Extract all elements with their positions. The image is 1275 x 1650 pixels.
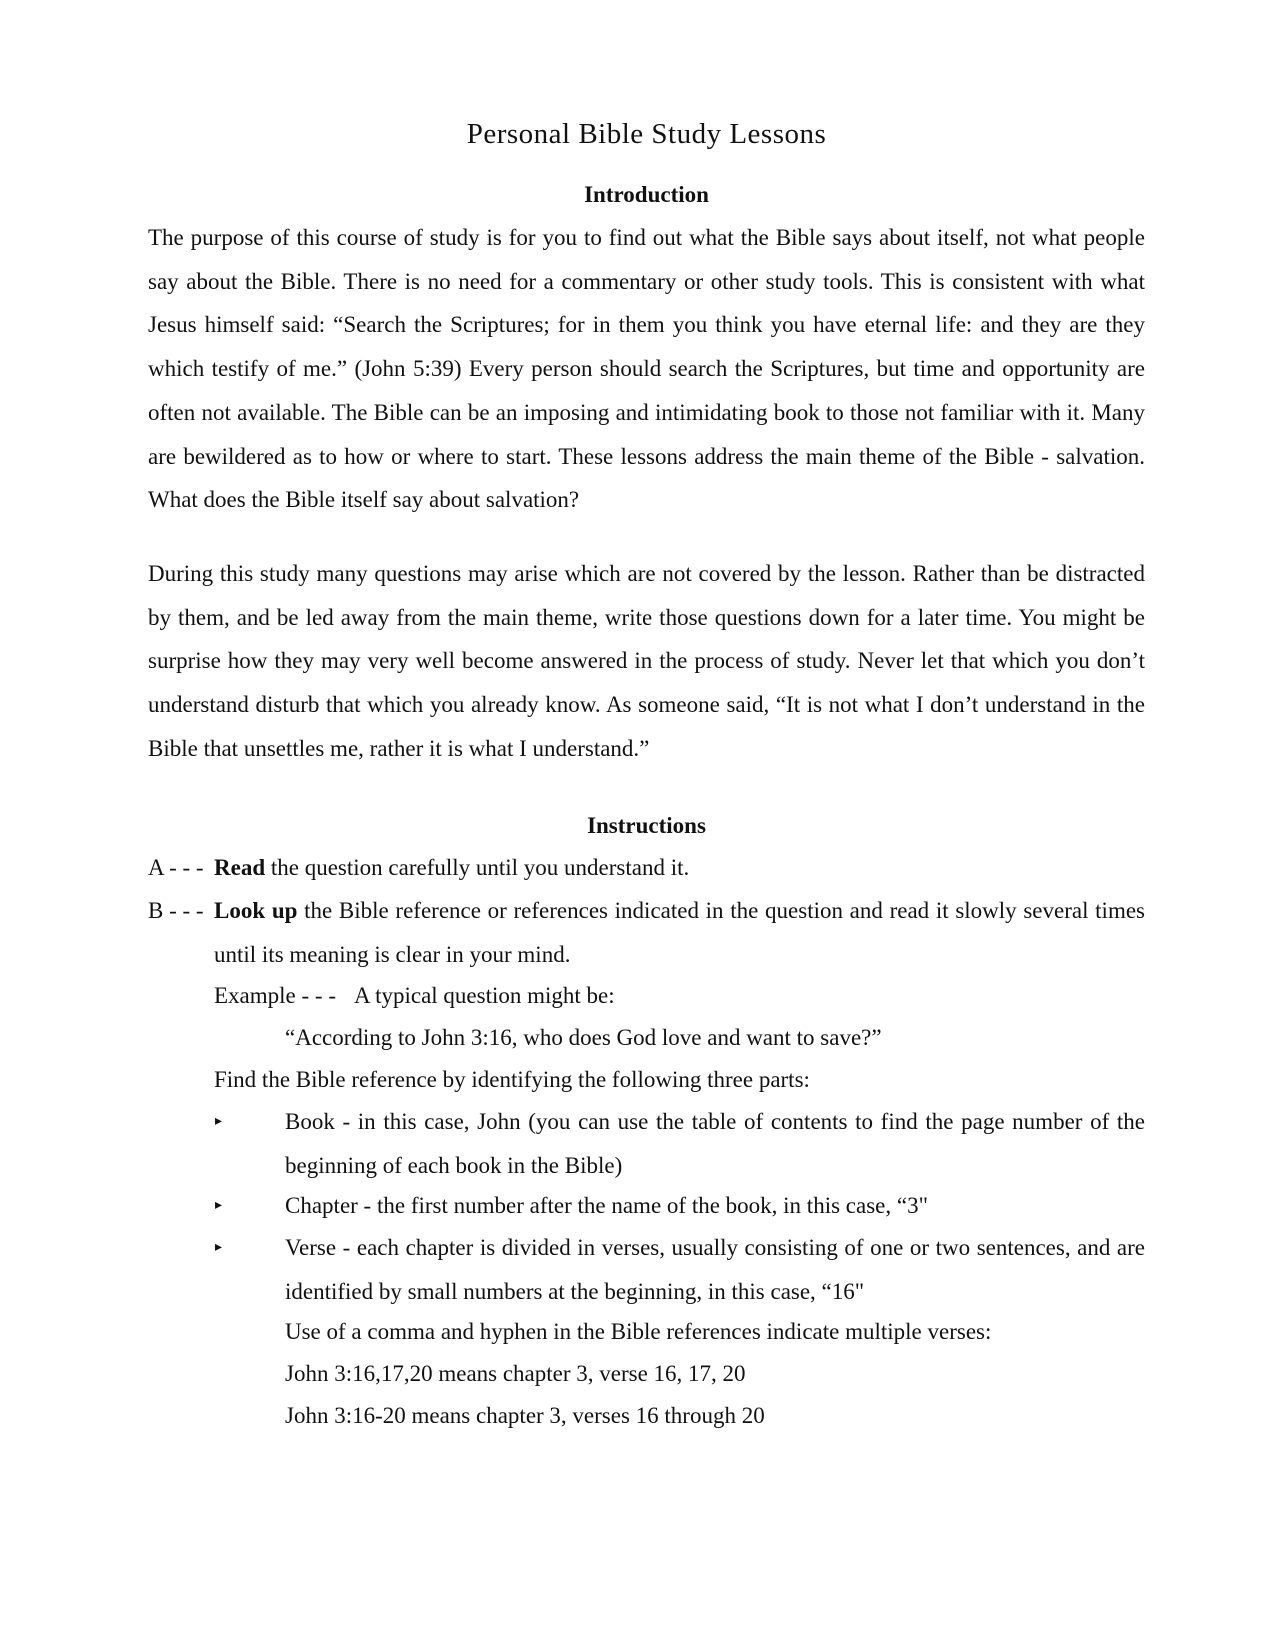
bullet-book: Book - in this case, John (you can use the table of contents to find the page number of the beginning of each book in the Bible) [285, 1109, 1145, 1178]
example-question: “According to John 3:16, who does God love and want to save?” [285, 1025, 882, 1050]
bullet-icon: ▸ [215, 1198, 223, 1213]
bullet-chapter: Chapter - the first number after the name of the book, in this case, “3" [285, 1193, 928, 1218]
introduction-paragraph-1: The purpose of this course of study is for you to find out what the Bible says about itself, not what people say about the Bible. There is no need for a commentary or other study tools. This is consistent with what Jesus himself said: “Search the Scriptures; for in them you think you have eternal life: and they are they which testify of me.” (John 5:39) Every person should search the Scriptures, but time and opportunity are often not available. The Bible can be an imposing and intimidating book to those not familiar with it. Many are bewildered as to how or where to start. These lessons address the main theme of the Bible - salvation. What does the Bible itself say about salvation? [148, 225, 1145, 513]
introduction-paragraph-2: During this study many questions may arise which are not covered by the lesson. Rather than be distracted by them, and be led away from the main theme, write those questions down for a later time. You might be surprise how they may very well become answered in the process of study. Never let that which you don’t understand disturb that which you already know. As someone said, “It is not what I don’t understand in the Bible that unsettles me, rather it is what I understand.” [148, 561, 1145, 761]
bullet-icon: ▸ [215, 1240, 223, 1255]
document-title: Personal Bible Study Lessons [466, 118, 827, 150]
instruction-a-rest: the question carefully until you understand it. [265, 855, 690, 880]
instruction-b-bold: Look up [214, 898, 298, 923]
hyphen-example: John 3:16-20 means chapter 3, verses 16 through 20 [285, 1403, 765, 1428]
example-line [214, 974, 615, 1017]
instruction-a-bold: Read [214, 855, 266, 880]
instruction-a-text [214, 846, 689, 889]
instructions-heading: Instructions [587, 813, 706, 838]
comma-example: John 3:16,17,20 means chapter 3, verse 16, 17, 20 [285, 1361, 746, 1386]
instruction-b-rest: the Bible reference or references indicated in the question and read it slowly several times until its meaning is clear in your mind. [214, 898, 1145, 967]
comma-hyphen-text: Use of a comma and hyphen in the Bible references indicate multiple verses: [285, 1319, 992, 1344]
introduction-heading: Introduction [584, 182, 709, 207]
bullet-verse: Verse - each chapter is divided in verses, usually consisting of one or two sentences, and are identified by small numbers at the beginning, in this case, “16" [285, 1235, 1145, 1304]
instruction-a-marker: A - - - [148, 855, 204, 880]
instruction-b-text [214, 889, 1145, 976]
bullet-icon: ▸ [215, 1114, 223, 1129]
find-reference-text: Find the Bible reference by identifying the following three parts: [214, 1067, 810, 1092]
example-text: A typical question might be: [353, 983, 615, 1008]
example-label: Example - - - [214, 983, 336, 1008]
instruction-b-marker: B - - - [148, 898, 204, 923]
